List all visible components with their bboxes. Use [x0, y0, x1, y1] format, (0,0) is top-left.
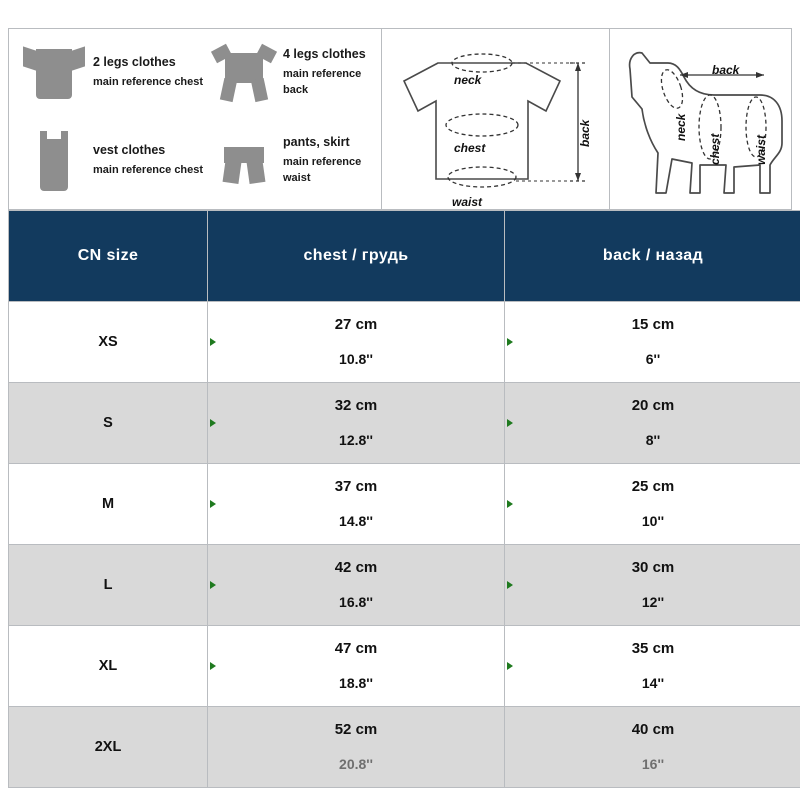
back-inch: 12'' [641, 594, 665, 610]
cell-size: M [9, 464, 208, 545]
chest-inch: 20.8'' [339, 756, 373, 772]
back-cm: 25 cm [631, 478, 675, 495]
chest-cm: 42 cm [334, 559, 378, 576]
four-legs-clothes-icon [213, 37, 275, 107]
back-inch: 6'' [645, 351, 661, 367]
cell-chest [208, 302, 505, 383]
pants-skirt-icon [213, 125, 275, 195]
legend-item-4-legs [213, 37, 381, 107]
back-inch: 10'' [641, 513, 665, 529]
chest-cm: 52 cm [334, 721, 378, 738]
chest-cm: 37 cm [334, 478, 378, 495]
chest-cm: 32 cm [334, 397, 378, 414]
legend-subtitle: main reference chest [93, 164, 204, 176]
legend-subtitle: main reference waist [283, 156, 362, 184]
legend-subtitle: main reference chest [93, 76, 204, 88]
cell-chest [208, 464, 505, 545]
dog-measurement-diagram [614, 33, 794, 213]
garment-neck-label: neck [454, 73, 482, 87]
chest-cm: 47 cm [334, 640, 378, 657]
cell-back [505, 302, 800, 383]
dog-back-label: back [712, 63, 740, 77]
back-cm: 35 cm [631, 640, 675, 657]
chest-inch: 16.8'' [339, 594, 373, 610]
legend-item-vest [23, 125, 203, 195]
vest-clothes-icon [23, 125, 85, 195]
cell-chest [208, 626, 505, 707]
header-chest: chest / грудь [208, 211, 505, 302]
back-cm: 15 cm [631, 316, 675, 333]
legend-title: 2 legs clothes [93, 55, 176, 69]
dog-chest-label: chest [708, 133, 722, 165]
back-cm: 20 cm [631, 397, 675, 414]
cell-back [505, 626, 800, 707]
cell-size: L [9, 545, 208, 626]
cell-chest [208, 707, 505, 788]
legend-item-2-legs [23, 37, 203, 107]
header-back: back / назад [505, 211, 800, 302]
garment-waist-label: waist [452, 195, 483, 209]
legend-title: 4 legs clothes [283, 47, 366, 61]
legend-item-pants [213, 125, 381, 195]
legend-subtitle: main reference back [283, 68, 362, 96]
cell-back [505, 464, 800, 545]
chest-cm: 27 cm [334, 316, 378, 333]
two-legs-clothes-icon [23, 37, 85, 107]
table-row [9, 545, 800, 626]
dog-neck-label: neck [674, 113, 688, 141]
back-inch: 14'' [641, 675, 665, 691]
table-row [9, 707, 800, 788]
cell-size: XS [9, 302, 208, 383]
illustration-panel [8, 28, 792, 210]
table-row [9, 302, 800, 383]
measurement-diagrams [382, 29, 791, 209]
chest-inch: 14.8'' [339, 513, 373, 529]
cell-size: 2XL [9, 707, 208, 788]
back-cm: 30 cm [631, 559, 675, 576]
chest-inch: 12.8'' [339, 432, 373, 448]
size-table [8, 210, 800, 788]
header-cn-size: CN size [9, 211, 208, 302]
table-row [9, 464, 800, 545]
back-inch: 8'' [645, 432, 661, 448]
cell-size: XL [9, 626, 208, 707]
cell-size: S [9, 383, 208, 464]
garment-legend [9, 29, 382, 209]
garment-measurement-diagram [382, 29, 610, 209]
chest-inch: 10.8'' [339, 351, 373, 367]
garment-chest-label: chest [454, 141, 486, 155]
garment-back-label: back [578, 119, 592, 147]
cell-back [505, 383, 800, 464]
table-row [9, 383, 800, 464]
dog-waist-label: waist [754, 134, 768, 165]
legend-title: vest clothes [93, 143, 166, 157]
cell-back [505, 545, 800, 626]
back-cm: 40 cm [631, 721, 675, 738]
back-inch: 16'' [641, 756, 665, 772]
legend-title: pants, skirt [283, 135, 350, 149]
cell-chest [208, 383, 505, 464]
cell-chest [208, 545, 505, 626]
table-header-row [9, 211, 800, 302]
cell-back [505, 707, 800, 788]
table-row [9, 626, 800, 707]
chest-inch: 18.8'' [339, 675, 373, 691]
